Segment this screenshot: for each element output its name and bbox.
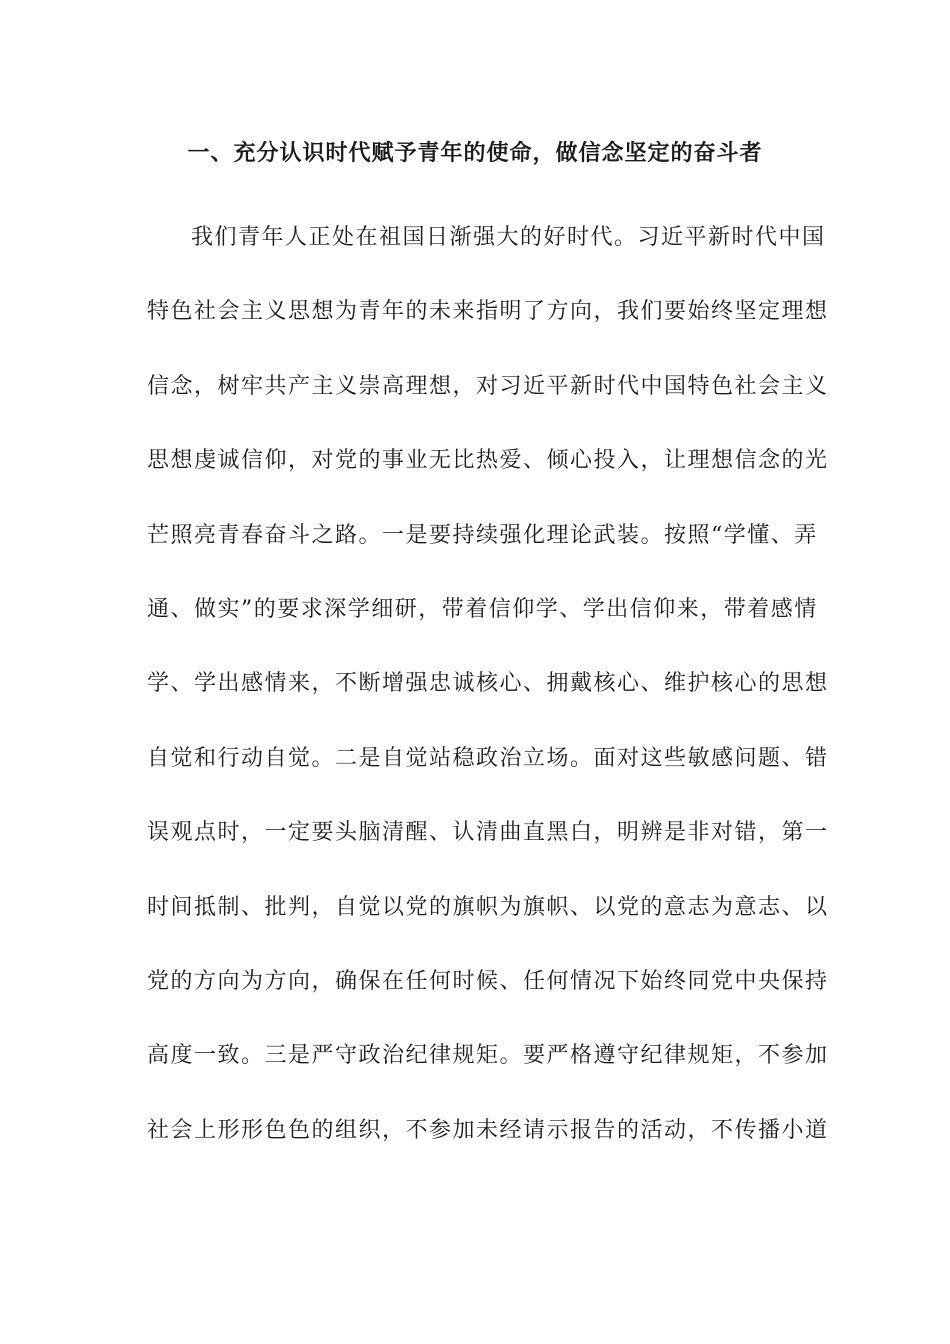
paragraph-line: 误观点时，一定要头脑清醒、认清曲直黑白，明辨是非对错，第一 bbox=[147, 820, 829, 846]
paragraph-line: 高度一致。三是严守政治纪律规矩。要严格遵守纪律规矩，不参加 bbox=[147, 1043, 829, 1069]
paragraph-line: 信念，树牢共产主义崇高理想，对习近平新时代中国特色社会主义 bbox=[147, 373, 829, 399]
paragraph-line: 自觉和行动自觉。二是自觉站稳政治立场。面对这些敏感问题、错 bbox=[147, 745, 829, 771]
body-paragraph bbox=[147, 222, 829, 1189]
paragraph-line: 时间抵制、批判，自觉以党的旗帜为旗帜、以党的意志为意志、以 bbox=[147, 894, 829, 920]
paragraph-line: 学、学出感情来，不断增强忠诚核心、拥戴核心、维护核心的思想 bbox=[147, 671, 829, 697]
paragraph-line: 思想虔诚信仰，对党的事业无比热爱、倾心投入，让理想信念的光 bbox=[147, 448, 829, 474]
paragraph-line: 我们青年人正处在祖国日渐强大的好时代。习近平新时代中国 bbox=[191, 225, 826, 250]
paragraph-line: 特色社会主义思想为青年的未来指明了方向，我们要始终坚定理想 bbox=[147, 299, 829, 325]
paragraph-line: 党的方向为方向，确保在任何时候、任何情况下始终同党中央保持 bbox=[147, 968, 829, 994]
section-heading: 一、充分认识时代赋予青年的使命，做信念坚定的奋斗者 bbox=[187, 140, 763, 166]
paragraph-line: 社会上形形色色的组织，不参加未经请示报告的活动，不传播小道 bbox=[147, 1117, 829, 1143]
paragraph-line: 通、做实”的要求深学细研，带着信仰学、学出信仰来，带着感情 bbox=[147, 596, 818, 622]
paragraph-line: 芒照亮青春奋斗之路。一是要持续强化理论武装。按照“学懂、弄 bbox=[147, 522, 818, 548]
